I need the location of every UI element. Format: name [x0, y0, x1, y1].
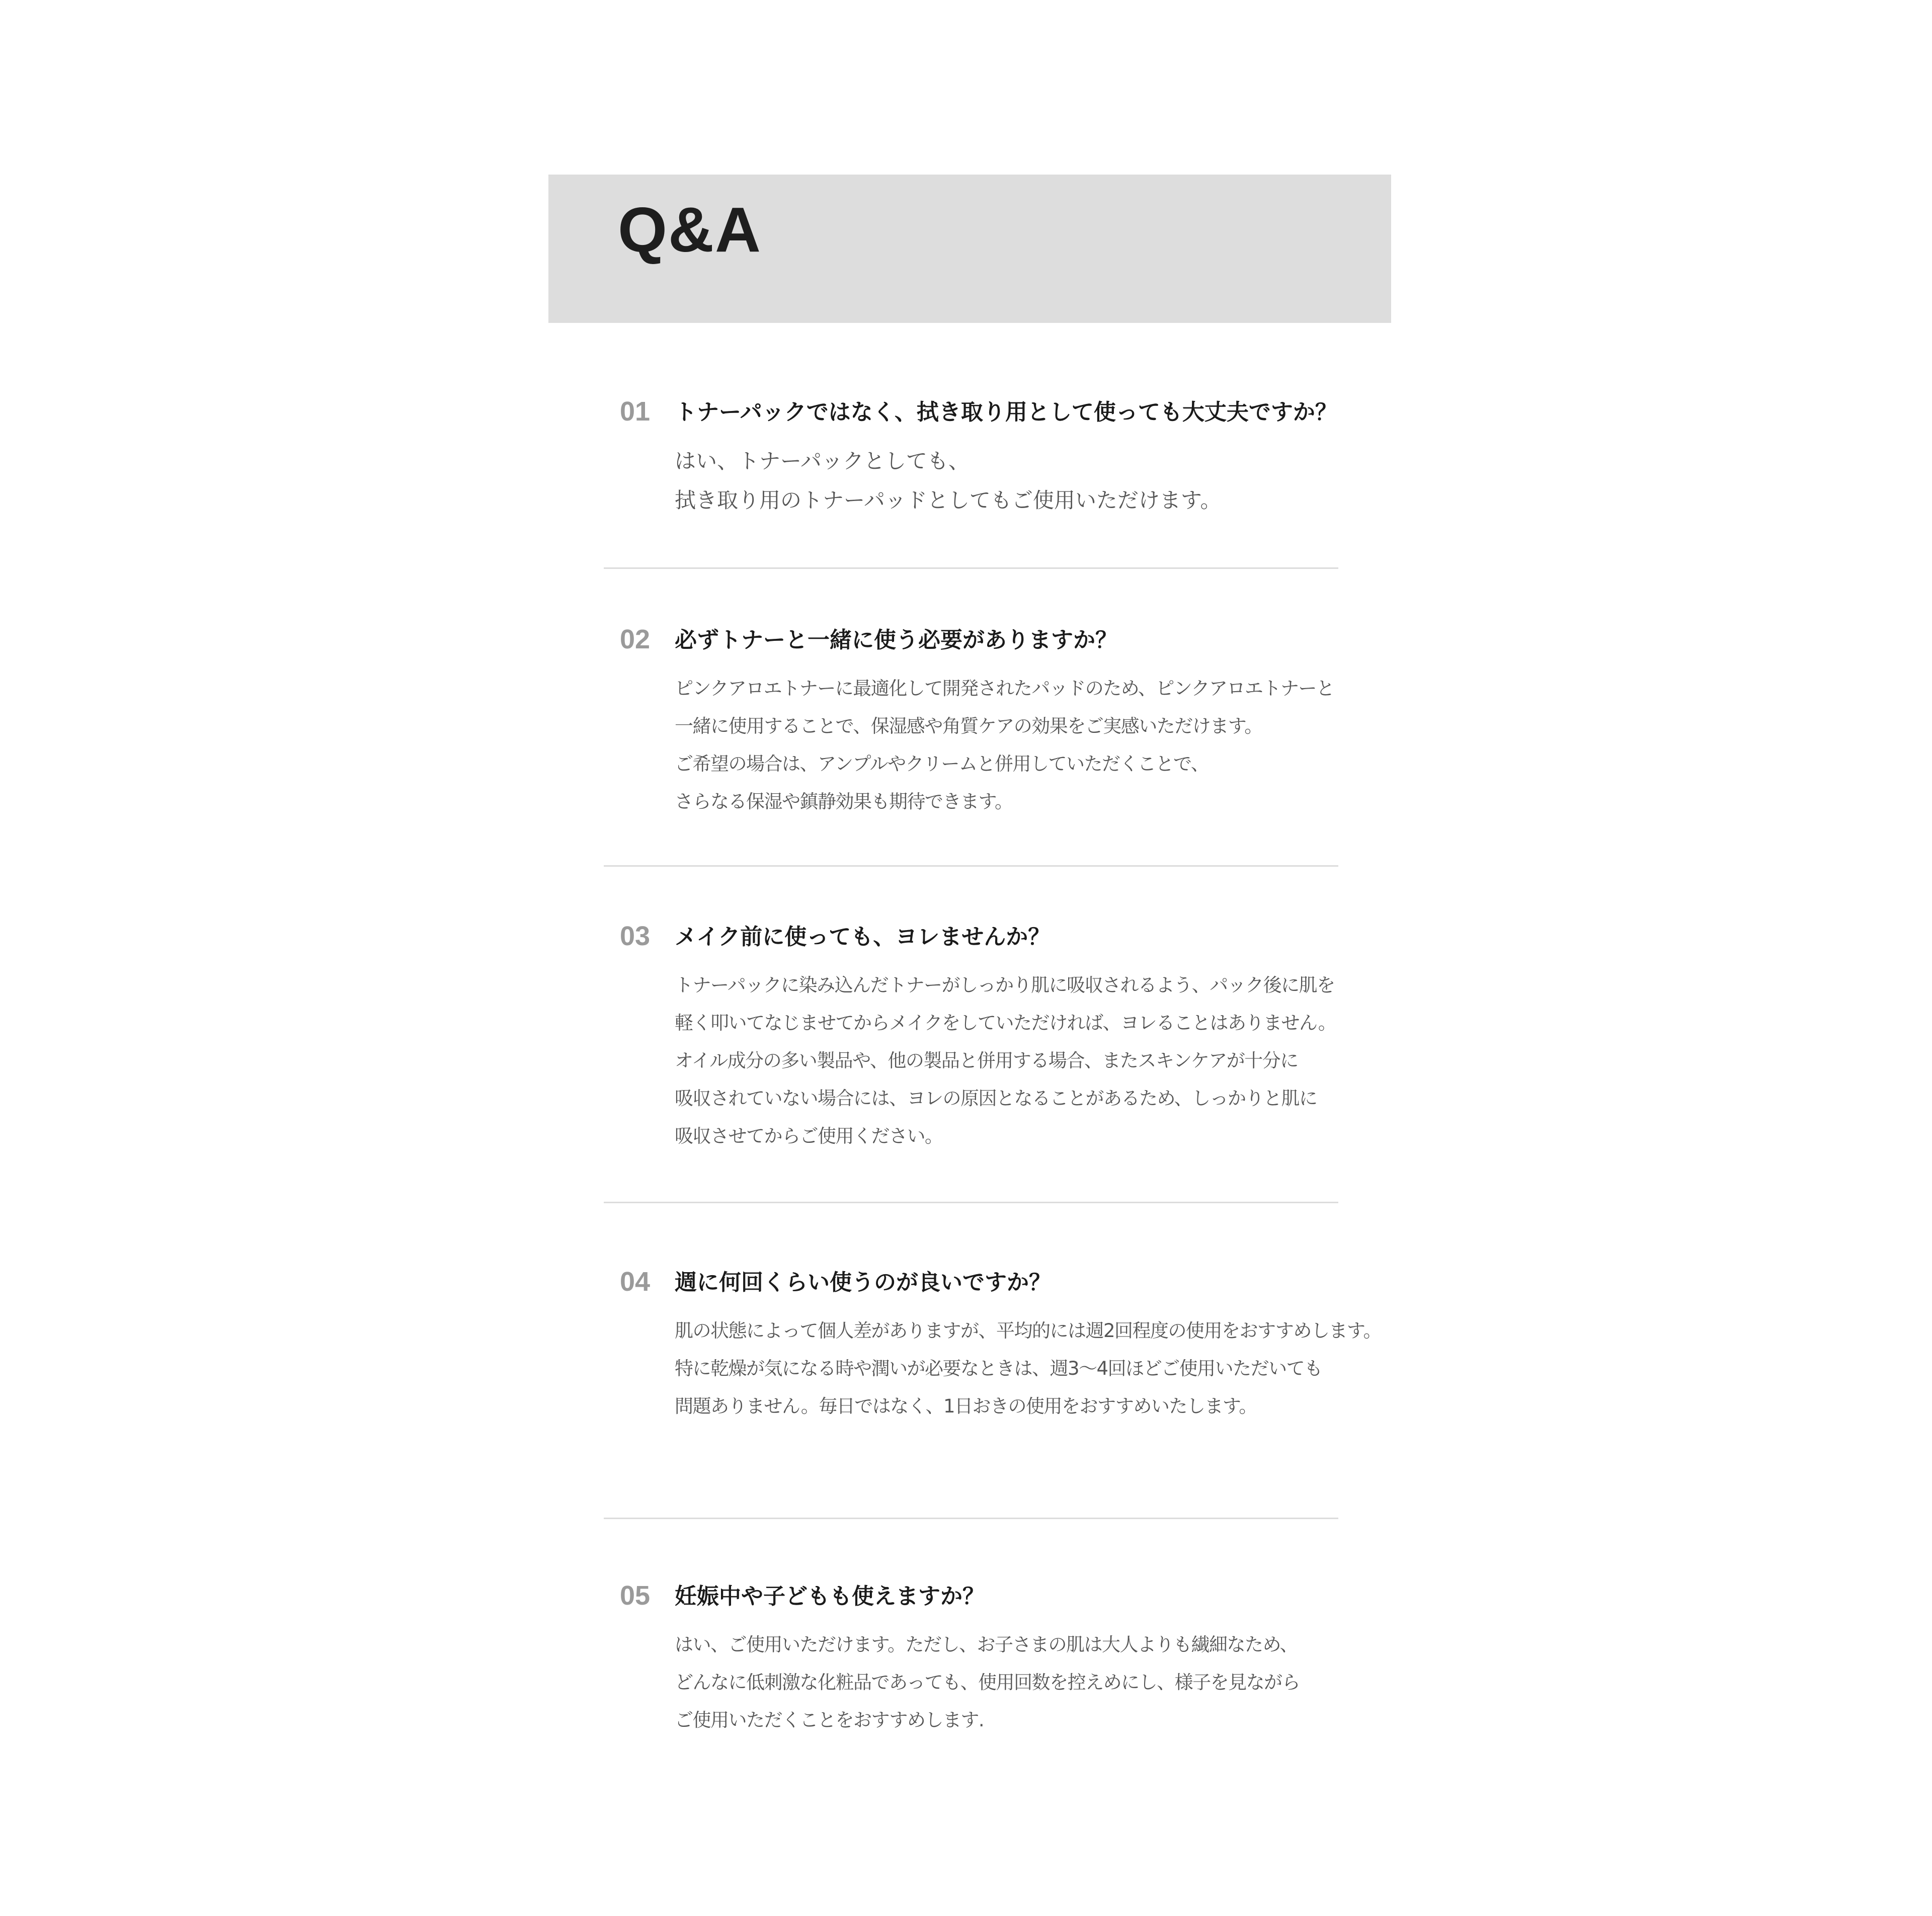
qa-answer-line: 特に乾燥が気になる時や潤いが必要なときは、週3～4回ほどご使用いただいても: [675, 1358, 1322, 1379]
divider: [604, 865, 1338, 867]
qa-answer-line: ご希望の場合は、アンプルやクリームと併用していただくことで、: [675, 753, 1209, 775]
qa-answer-line: さらなる保湿や鎮静効果も期待できます。: [675, 791, 1013, 812]
qa-answer-line: オイル成分の多い製品や、他の製品と併用する場合、またスキンケアが十分に: [675, 1050, 1298, 1071]
qa-answer-line: 問題ありません。毎日ではなく、1日おきの使用をおすすめいたします。: [675, 1395, 1257, 1417]
qa-answer-line: 吸収されていない場合には、ヨレの原因となることがあるため、しっかりと肌に: [675, 1088, 1317, 1109]
qa-number: 05: [620, 1580, 651, 1611]
qa-number: 04: [620, 1267, 651, 1297]
qa-question: 必ずトナーと一緒に使う必要がありますか？: [675, 627, 1117, 653]
qa-answer-line: 吸収させてからご使用ください。: [675, 1125, 943, 1147]
qa-answer-line: はい、ご使用いただけます。ただし、お子さまの肌は大人よりも繊細なため、: [675, 1634, 1298, 1655]
header-band: [548, 175, 1391, 323]
qa-question: トナーパックではなく、拭き取り用として使っても大丈夫ですか？: [675, 399, 1337, 425]
qa-answer-line: トナーパックに染み込んだトナーがしっかり肌に吸収されるよう、パック後に肌を: [675, 974, 1335, 996]
qa-answer: [675, 966, 1336, 1155]
qa-answer-line: はい、トナーパックとしても、: [675, 449, 970, 473]
qa-answer-line: 肌の状態によって個人差がありますが、平均的には週2回程度の使用をおすすめします。: [675, 1320, 1381, 1342]
qa-answer-line: 拭き取り用のトナーパッドとしてもご使用いただけます。: [675, 488, 1222, 513]
divider: [604, 1202, 1338, 1203]
qa-answer: [675, 1312, 1381, 1425]
qa-number: 02: [620, 624, 651, 654]
qa-answer-line: どんなに低刺激な化粧品であっても、使用回数を控えめにし、様子を見ながら: [675, 1672, 1300, 1693]
qa-question: 妊娠中や子どもも使えますか？: [675, 1584, 985, 1609]
qa-answer: [675, 442, 1222, 520]
divider: [604, 567, 1338, 569]
qa-answer-line: ご使用いただくことをおすすめします.: [675, 1709, 984, 1731]
qa-answer: [675, 670, 1334, 820]
qa-answer-line: ピンクアロエトナーに最適化して開発されたパッドのため、ピンクアロエトナーと: [675, 678, 1334, 699]
qa-answer-line: 軽く叩いてなじませてからメイクをしていただければ、ヨレることはありません。: [675, 1012, 1336, 1034]
qa-number: 01: [620, 396, 651, 427]
qa-answer: [675, 1626, 1300, 1739]
qa-question: 週に何回くらい使うのが良いですか？: [675, 1270, 1051, 1295]
qa-question: メイク前に使っても、ヨレませんか？: [675, 924, 1051, 950]
qa-answer-line: 一緒に使用することで、保湿感や角質ケアの効果をご実感いただけます。: [675, 715, 1262, 737]
divider: [604, 1518, 1338, 1519]
qa-number: 03: [620, 921, 651, 951]
page-title: Q&A: [618, 194, 762, 265]
